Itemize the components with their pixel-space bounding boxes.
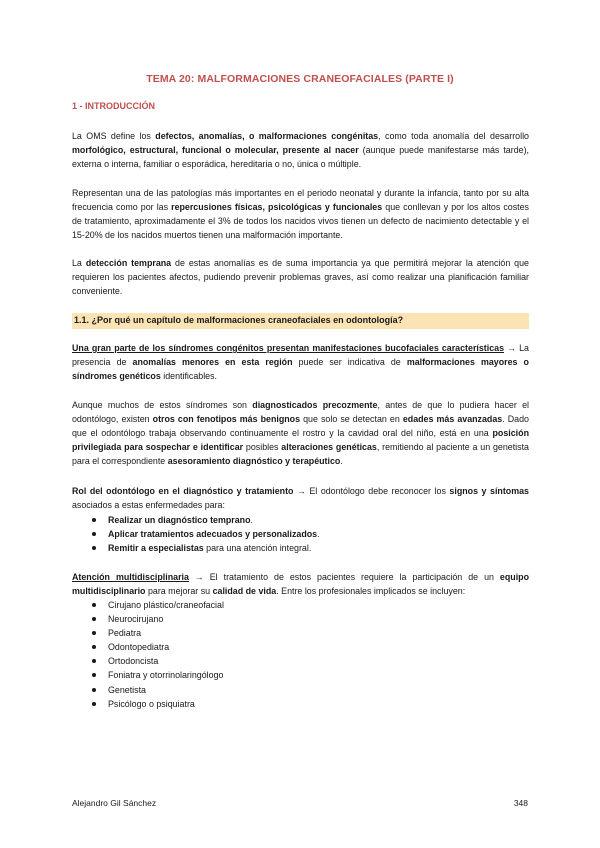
list-item: Psicólogo o psiquiatra xyxy=(72,697,529,711)
list-item: Genetista xyxy=(72,683,529,697)
professionals-list xyxy=(72,598,529,711)
list-item: Remitir a especialistas para una atención integral. xyxy=(72,541,529,555)
section-heading-intro: 1 - INTRODUCCIÓN xyxy=(72,101,155,111)
footer-page-number: 348 xyxy=(513,798,528,808)
list-item: Ortodoncista xyxy=(72,654,529,668)
paragraph-dentist-position: Aunque muchos de estos síndromes son diagnosticados precozmente, antes de que lo pudiera hacer el odontólogo, existen otros con fenotipos más benignos que solo se detectan en edades más avanzadas. Dado que el odontólogo trabaja observando continuamente el rostro y la cavidad oral del niño, está en una posición privilegiada para sospechar e identificar posibles alteraciones genéticas, remitiendo al paciente a un genetista para el correspondiente asesoramiento diagnóstico y terapéutico. xyxy=(72,400,529,467)
paragraph-importance: Representan una de las patologías más importantes en el periodo neonatal y durante la infancia, tanto por su alta frecuencia como por las repercusiones físicas, psicológicas y funcionales que conllevan y por los altos costes de tratamiento, aproximadamente el 3% de todos los nacidos vivos tienen un defecto de nacimiento detectable y el 15-20% de los nacidos muertos tienen una malformación importante. xyxy=(72,188,529,241)
paragraph-multidisciplinary: Atención multidisciplinaria → El tratamiento de estos pacientes requiere la participación de un equipo multidisciplinario para mejorar su calidad de vida. Entre los profesionales implicados se incluyen: xyxy=(72,572,530,597)
list-item: Realizar un diagnóstico temprano. xyxy=(72,513,529,527)
paragraph-syndromes: Una gran parte de los síndromes congénitos presentan manifestaciones bucofaciales características → La presencia de anomalías menores en esta región puede ser indicativa de malformaciones mayores o síndromes genéticos identificables. xyxy=(72,343,529,382)
footer-author: Alejandro Gil Sánchez xyxy=(72,798,157,808)
list-item: Aplicar tratamientos adecuados y personalizados. xyxy=(72,527,529,541)
list-item: Neurocirujano xyxy=(72,612,529,626)
list-item: Cirujano plástico/craneofacial xyxy=(72,598,529,612)
paragraph-dentist-role: Rol del odontólogo en el diagnóstico y tratamiento → El odontólogo debe reconocer los signos y síntomas asociados a estas enfermedades para: xyxy=(72,486,529,511)
list-item: Foniatra y otorrinolaringólogo xyxy=(72,668,529,682)
list-item: Odontopediatra xyxy=(72,640,529,654)
subsection-title: 1.1. ¿Por qué un capítulo de malformaciones craneofaciales en odontología? xyxy=(74,315,404,325)
subsection-heading xyxy=(72,313,529,329)
paragraph-definition: La OMS define los defectos, anomalías, o malformaciones congénitas, como toda anomalía del desarrollo morfológico, estructural, funcional o molecular, presente al nacer (aunque puede manifestarse más tarde), externa o interna, familiar o esporádica, hereditaria o no, única o múltiple. xyxy=(72,131,529,170)
list-item: Pediatra xyxy=(72,626,529,640)
role-list xyxy=(72,513,529,555)
page-title: TEMA 20: MALFORMACIONES CRANEOFACIALES (PARTE I) xyxy=(146,73,454,85)
paragraph-early-detection: La detección temprana de estas anomalías es de suma importancia ya que permitirá mejorar la atención que requieren los pacientes afectos, pudiendo prevenir problemas graves, así como realizar una planificación familiar conveniente. xyxy=(72,258,529,297)
